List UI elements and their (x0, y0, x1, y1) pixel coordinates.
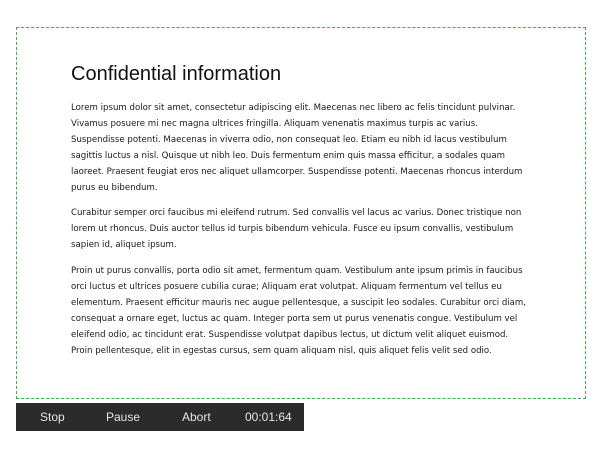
playback-toolbar (16, 403, 304, 431)
elapsed-timer: 00:01:64 (245, 410, 292, 424)
document-paragraph: Lorem ipsum dolor sit amet, consectetur adipiscing elit. Maecenas nec libero ac felis tincidunt pulvinar. Vivamus posuere mi nec magna ultrices fringilla. Aliquam venenatis maximus turpis ac varius. Suspendisse potenti. Maecenas in viverra odio, non consequat leo. Etiam eu nibh id lacus vestibulum sagittis luctus a nisl. Quisque ut nibh leo. Duis fermentum enim quis massa efficitur, a sodales quam laoreet. Praesent feugiat eros nec aliquet ullamcorper. Suspendisse potenti. Maecenas rhoncus interdum purus eu bibendum. (71, 103, 523, 193)
document-title: Confidential information (71, 63, 282, 85)
pause-button[interactable]: Pause (106, 410, 141, 424)
abort-button[interactable]: Abort (182, 410, 211, 424)
stop-button[interactable]: Stop (40, 410, 65, 424)
document-paragraph: Proin ut purus convallis, porta odio sit amet, fermentum quam. Vestibulum ante ipsum primis in faucibus orci luctus et ultrices posuere cubilia curae; Aliquam erat volutpat. Aliquam fermentum vel tellus eu elementum. Praesent efficitur mauris nec augue pellentesque, a suscipit leo sodales. Curabitur orci diam, consequat a ornare eget, luctus ac quam. Integer porta sem ut purus venenatis congue. Vestibulum vel eleifend odio, ac tincidunt erat. Suspendisse volutpat dapibus lectus, ut dictum velit aliquet euismod. Proin pellentesque, elit in egestas cursus, sem quam aliquam nisl, quis aliquet felis velit sed odio. (71, 266, 527, 356)
document-content (71, 61, 529, 370)
document-paragraph: Curabitur semper orci faucibus mi eleifend rutrum. Sed convallis vel lacus ac varius. Donec tristique non lorem ut rhoncus. Duis auctor tellus id turpis bibendum vehicula. Fusce eu ipsum convallis, vestibulum sapien id, aliquet ipsum. (71, 208, 522, 251)
document-frame (16, 27, 586, 399)
